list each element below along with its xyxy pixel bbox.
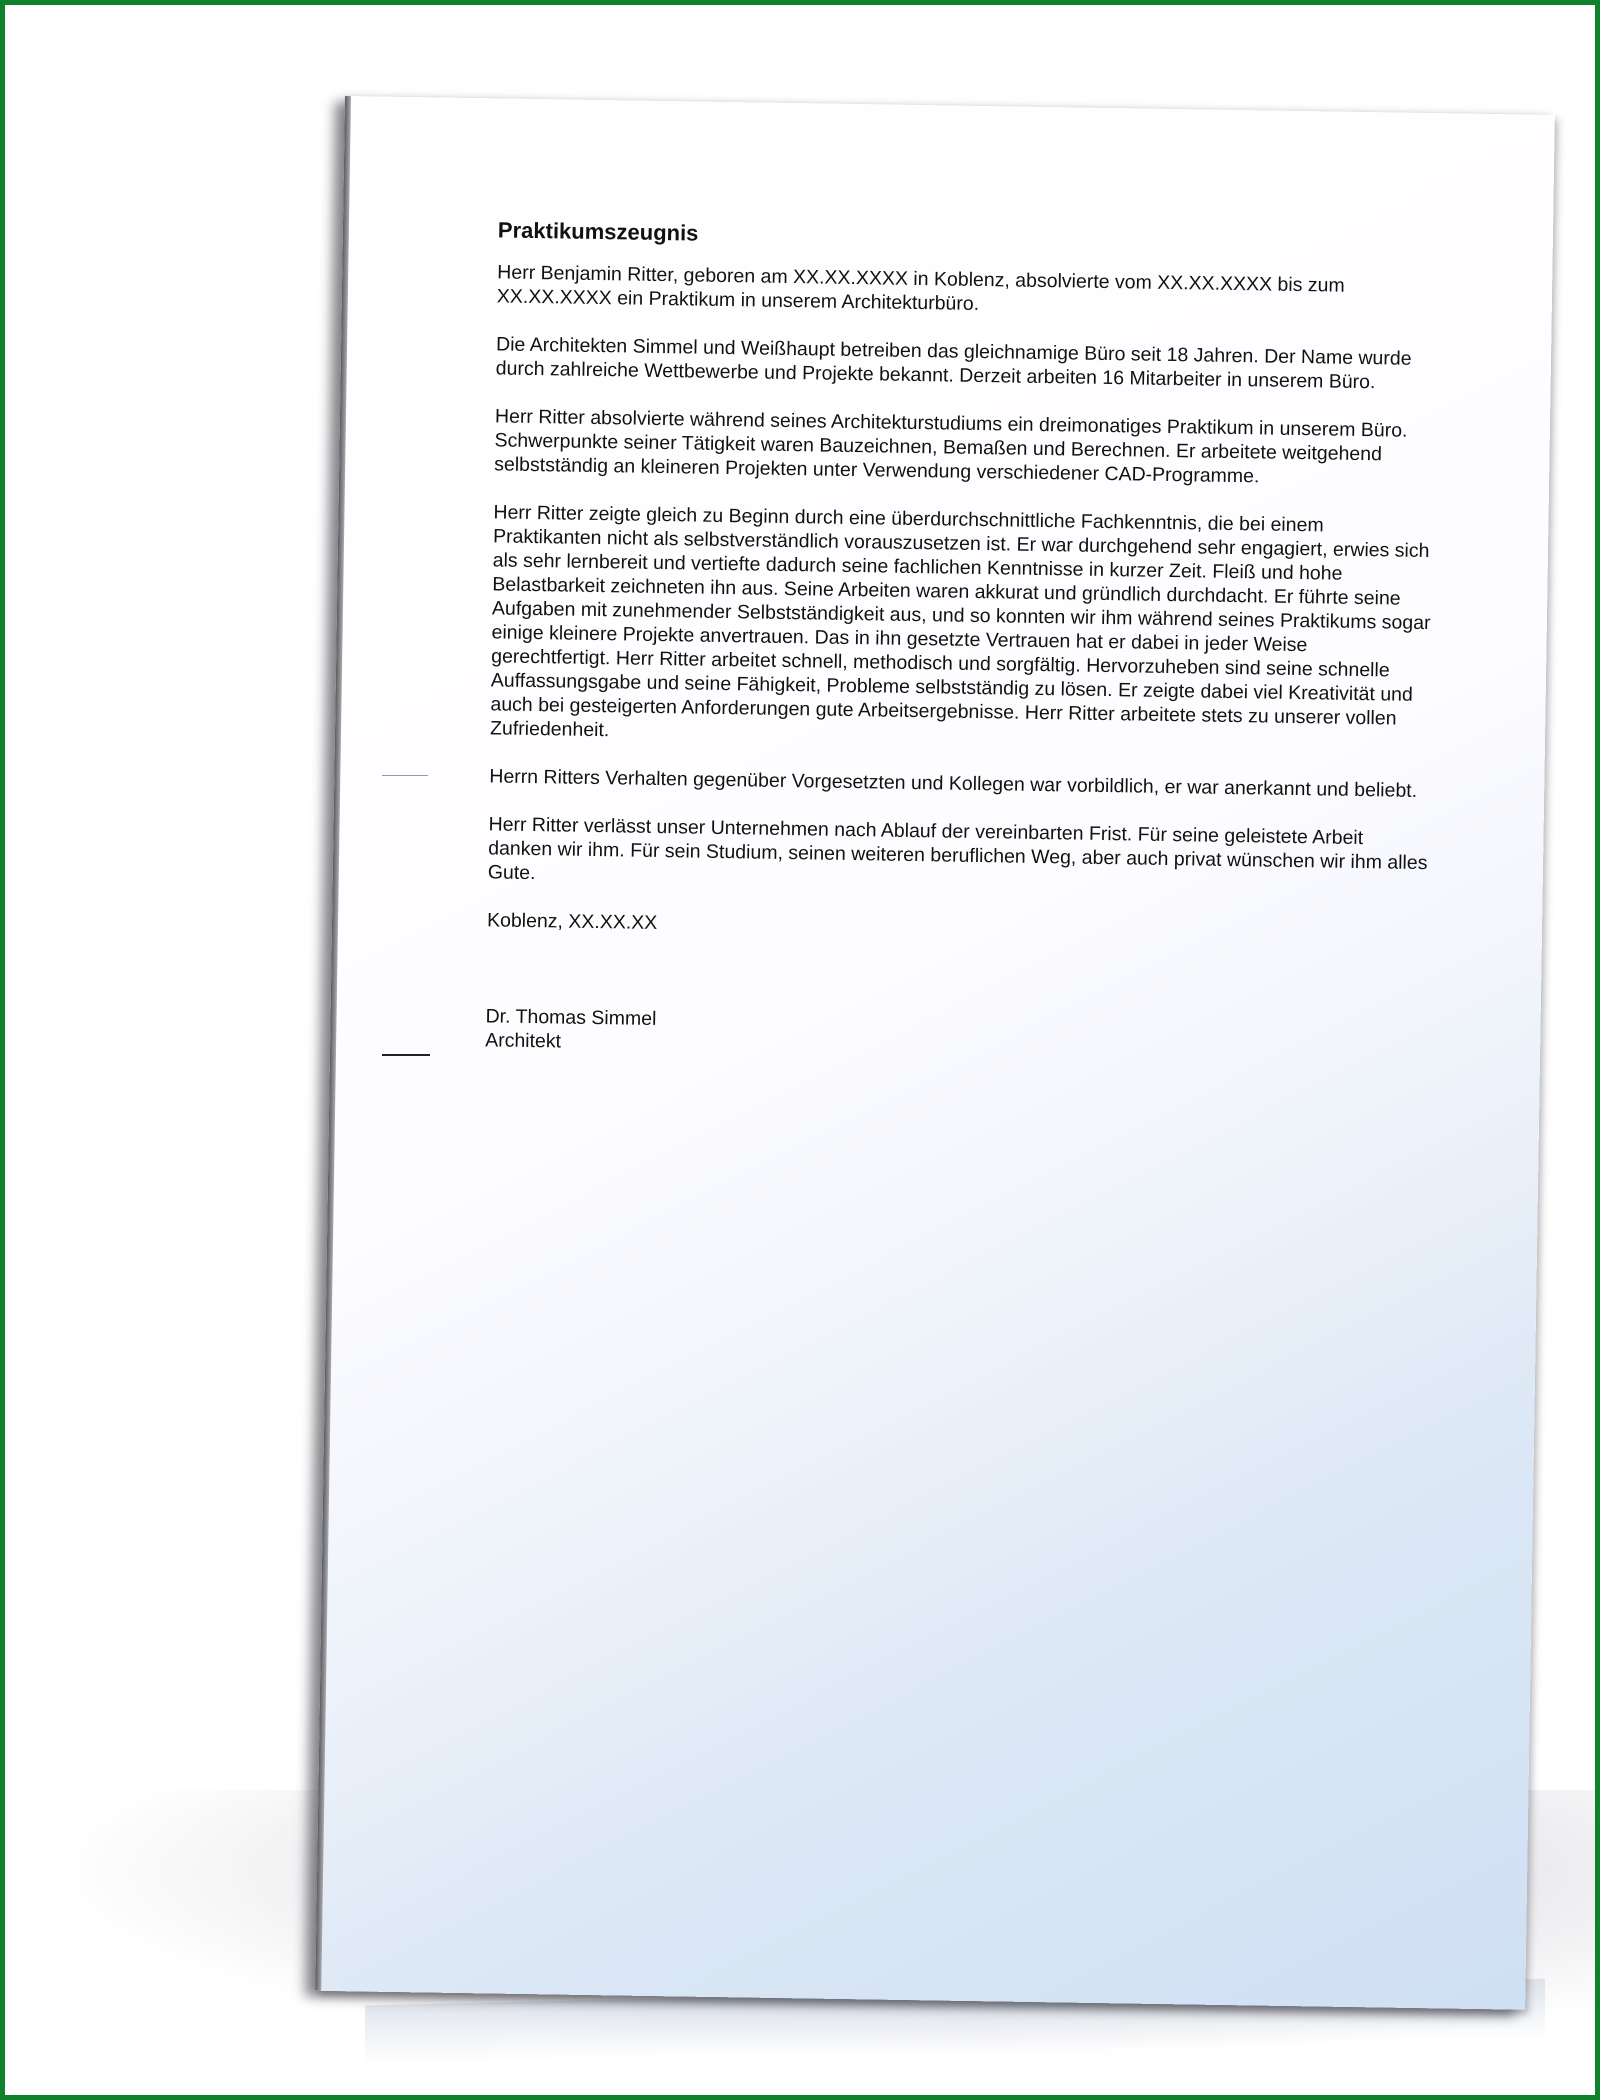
place-and-date: Koblenz, XX.XX.XX — [486, 909, 658, 935]
paragraph-farewell: Herr Ritter verlässt unser Unternehmen nach Ablauf der vereinbarten Frist. Für seine geleistete Arbeit danken wir ihm. Für sein Studium, seinen weiteren beruflichen Weg, aber auch privat wünschen wir ihm alles Gute. — [487, 813, 1428, 885]
signatory-name: Dr. Thomas Simmel — [485, 1005, 657, 1031]
paragraph-performance: Herr Ritter zeigte gleich zu Beginn durch eine überdurchschnittliche Fachkenntnis, die bei einem Praktikanten nicht als selbstverständlich vorauszusetzen ist. Er war durchgehend sehr engagiert, erwies sich als sehr lernbereit und vertiefte dadurch seine fachlichen Kenntnisse in kurzer Zeit. Fleiß und hohe Belastbarkeit zeichneten ihn aus. Seine Arbeiten waren akkurat und gründlich durchdacht. Er führte seine Aufgaben mit zunehmender Selbstständigkeit aus, und so konnten wir ihm während seines Praktikums sogar einige kleinere Projekte anvertrauen. Das in ihn gesetzte Vertrauen hat er dabei in jeder Weise gerechtfertigt. Herr Ritter arbeitet schnell, methodisch und sorgfältig. Hervorzuheben sind seine schnelle Auffassungsgabe und seine Fähigkeit, Probleme selbstständig zu lösen. Er zeigte dabei viel Kreativität und auch bei gesteigerten Anforderungen gute Arbeitsergebnisse. Herr Ritter arbeitete stets zu unserer vollen Zufriedenheit. — [489, 501, 1431, 742]
paragraph-behavior: Herrn Ritters Verhalten gegenüber Vorgesetzten und Kollegen war vorbildlich, er war anerkannt und beliebt. — [489, 765, 1418, 802]
paragraph-company: Die Architekten Simmel und Weißhaupt betreiben das gleichnamige Büro seit 18 Jahren. Der Name wurde durch zahlreiche Wettbewerbe und Projekte bekannt. Derzeit arbeiten 16 Mitarbeiter in unserem Büro. — [495, 333, 1412, 394]
paragraph-tasks: Herr Ritter absolvierte während seines Architekturstudiums ein dreimonatiges Praktikum in unserem Büro. Schwerpunkte seiner Tätigkeit waren Bauzeichnen, Bemaßen und Berechnen. Er arbeitete weitgehend selbstständig an kleineren Projekten unter Verwendung verschiedener CAD-Programme. — [494, 405, 1408, 488]
document-page — [315, 96, 1555, 2010]
punch-mark — [382, 1054, 430, 1056]
page-left-edge — [315, 96, 351, 1991]
document-body — [485, 218, 1438, 1067]
document-title: Praktikumszeugnis — [497, 217, 699, 246]
signature-block — [485, 1004, 1426, 1067]
signatory-role: Architekt — [485, 1029, 562, 1053]
paragraph-intro: Herr Benjamin Ritter, geboren am XX.XX.XXXX in Koblenz, absolvierte vom XX.XX.XXXX bis zum XX.XX.XXXX ein Praktikum in unserem Architekturbüro. — [496, 261, 1345, 315]
fold-mark — [382, 775, 428, 776]
